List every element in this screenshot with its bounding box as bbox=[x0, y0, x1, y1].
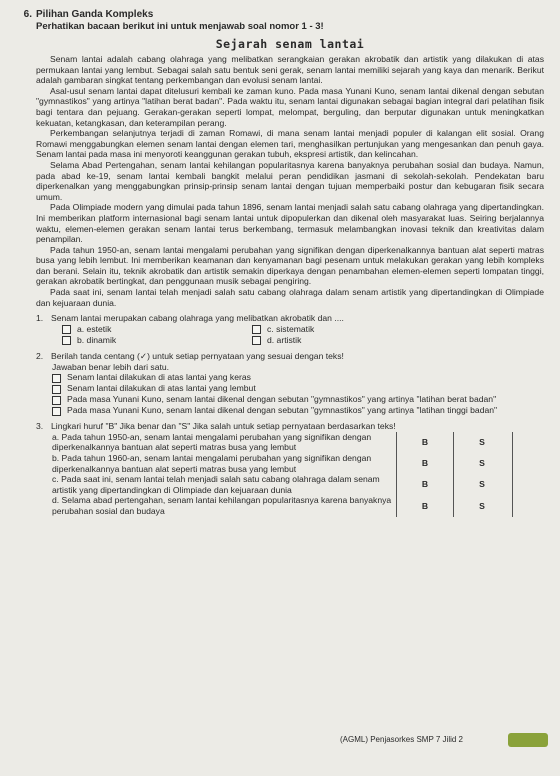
question-1 bbox=[36, 313, 544, 346]
option-a[interactable]: a. estetik bbox=[62, 324, 252, 335]
question-text: Senam lantai merupakan cabang olahraga yang melibatkan akrobatik dan .... bbox=[51, 313, 344, 324]
statement-list bbox=[52, 372, 544, 416]
option-true[interactable]: B bbox=[396, 495, 453, 516]
option-b[interactable]: b. dinamik bbox=[62, 335, 252, 346]
question-text: Lingkari huruf "B" Jika benar dan "S" Jika salah untuk setiap pernyataan berdasarkan teks! bbox=[51, 421, 396, 432]
question-2 bbox=[36, 351, 544, 416]
reading-paragraph: Pada Olimpiade modern yang dimulai pada tahun 1896, senam lantai menjadi salah satu cabang olahraga yang dipertandingkan. Ini memberikan platform internasional bagi senam lantai untuk dipopulerkan dan dikenal oleh masyarakat luas. Seiring berjalannya waktu, elemen-elemen gerakan senam lantai terus berkembang, termasuk melambangkan inovasi teknik dan kreativitas dalam penampilan. bbox=[36, 202, 544, 245]
checkbox[interactable] bbox=[52, 407, 61, 416]
question-number: 1. bbox=[36, 313, 44, 324]
table-row: b. Pada tahun 1960-an, senam lantai mengalami perubahan yang signifikan dengan diperkenalkannya bantuan alat seperti matras busa yang lembut B S bbox=[52, 453, 512, 474]
reading-paragraph: Senam lantai adalah cabang olahraga yang melibatkan serangkaian gerakan akrobatik dan artistik yang dilakukan di atas permukaan lantai yang lembut. Sebagai salah satu bentuk seni gerak, senam lantai memiliki sejarah yang kaya dan menarik. Berikut adalah gambaran singkat tentang perkembangan dan evolusi senam lantai. bbox=[36, 54, 544, 86]
statement-item[interactable]: Pada masa Yunani Kuno, senam lantai dikenal dengan sebutan "gymnastikos" yang artinya "latihan tinggi badan" bbox=[52, 405, 544, 416]
checkbox[interactable] bbox=[62, 325, 71, 334]
reading-paragraph: Pada tahun 1950-an, senam lantai mengalami perubahan yang signifikan dengan diperkenalkannya bantuan alat seperti matras busa yang lebih lembut. Ini memberikan keamanan dan kenyamanan bagi pesenam untuk melakukan gerakan yang lebih kompleks dan berani. Selain itu, teknik akrobatik dan artistik semakin diperkaya dengan penambahan elemen-elemen seperti lompatan tinggi, gerakan akrobatik bertingkat, dan penggunaan musik sebagai pengiring. bbox=[36, 244, 544, 287]
option-d[interactable]: d. artistik bbox=[252, 335, 412, 346]
option-false[interactable]: S bbox=[453, 453, 510, 474]
checkbox[interactable] bbox=[252, 336, 261, 345]
reading-paragraph: Perkembangan selanjutnya terjadi di zaman Romawi, di mana senam lantai menjadi populer di kalangan elit sosial. Orang Romawi menggabungkan elemen senam lantai dengan elemen tari, menghasilkan pertunjukan yang mengesankan dan penuh gaya. Senam lantai pada masa ini menyoroti keanggunan gerakan tubuh, ekspresi artistik, dan kelincahan. bbox=[36, 128, 544, 160]
table-row: d. Selama abad pertengahan, senam lantai kehilangan popularitasnya karena banyaknya perubahan sosial dan budaya B S bbox=[52, 495, 512, 516]
statement-item[interactable]: Pada masa Yunani Kuno, senam lantai dikenal dengan sebutan "gymnastikos" yang artinya "latihan berat badan" bbox=[52, 394, 544, 405]
reading-paragraph: Selama Abad Pertengahan, senam lantai kehilangan popularitasnya karena banyaknya perubahan sosial dan budaya. Namun, pada abad ke-19, senam lantai kembali bangkit melalui peran pendidikan jasmani di sekolah-sekolah. Pendekatan baru diperkenalkan yang menggabungkan prinsip-prinsip senam lantai dengan tujuan memperbaiki postur dan kebugaran fisik secara umum. bbox=[36, 159, 544, 202]
option-false[interactable]: S bbox=[453, 432, 510, 453]
checkbox[interactable] bbox=[62, 336, 71, 345]
statement-item[interactable]: Senam lantai dilakukan di atas lantai yang keras bbox=[52, 372, 544, 383]
page-footer: (AGML) Penjasorkes SMP 7 Jilid 2 bbox=[340, 735, 464, 744]
section-title: Pilihan Ganda Kompleks bbox=[36, 9, 154, 20]
reading-title: Sejarah senam lantai bbox=[215, 37, 365, 51]
question-number: 3. bbox=[36, 421, 44, 432]
question-3 bbox=[36, 421, 544, 516]
reading-paragraph: Pada saat ini, senam lantai telah menjadi salah satu cabang olahraga dalam senam artistik yang dipertandingkan di Olimpiade dan kejuaraan dunia. bbox=[36, 287, 544, 308]
true-false-table bbox=[52, 432, 513, 517]
table-row: c. Pada saat ini, senam lantai telah menjadi salah satu cabang olahraga dalam senam artistik yang dipertandingkan di Olimpiade dan kejuaraan dunia B S bbox=[52, 474, 512, 495]
option-true[interactable]: B bbox=[396, 474, 453, 495]
option-true[interactable]: B bbox=[396, 432, 453, 453]
question-number: 2. bbox=[36, 351, 44, 362]
checkbox[interactable] bbox=[252, 325, 261, 334]
checkbox[interactable] bbox=[52, 385, 61, 394]
section-header bbox=[23, 8, 544, 21]
page-corner-tab bbox=[508, 733, 548, 747]
checkbox[interactable] bbox=[52, 374, 61, 383]
option-false[interactable]: S bbox=[453, 495, 510, 516]
table-row: a. Pada tahun 1950-an, senam lantai mengalami perubahan yang signifikan dengan diperkenalkannya bantuan alat seperti matras busa yang lembut B S bbox=[52, 432, 512, 453]
section-number: 6. bbox=[23, 9, 32, 20]
section-instruction: Perhatikan bacaan berikut ini untuk menjawab soal nomor 1 - 3! bbox=[36, 21, 324, 32]
answer-note: Jawaban benar lebih dari satu. bbox=[52, 361, 170, 372]
option-c[interactable]: c. sistematik bbox=[252, 324, 412, 335]
question-text: Berilah tanda centang (✓) untuk setiap pernyataan yang sesuai dengan teks! bbox=[51, 351, 344, 362]
reading-paragraph: Asal-usul senam lantai dapat ditelusuri kembali ke zaman kuno. Pada masa Yunani Kuno, senam lantai dikenal dengan sebutan "gymnastikos" yang artinya "latihan berat badan". Pada waktu itu, senam lantai digunakan sebagai bagian integral dari pelatihan fisik bagi tentara dan pejuang. Gerakan-gerakan seperti lompat, melompat, berguling, dan berputar digunakan untuk meningkatkan kekuatan, ketangkasan, dan keterampilan perang. bbox=[36, 85, 544, 128]
statement-item[interactable]: Senam lantai dilakukan di atas lantai yang lembut bbox=[52, 383, 544, 394]
option-true[interactable]: B bbox=[396, 453, 453, 474]
option-grid bbox=[62, 324, 544, 346]
checkbox[interactable] bbox=[52, 396, 61, 405]
option-false[interactable]: S bbox=[453, 474, 510, 495]
